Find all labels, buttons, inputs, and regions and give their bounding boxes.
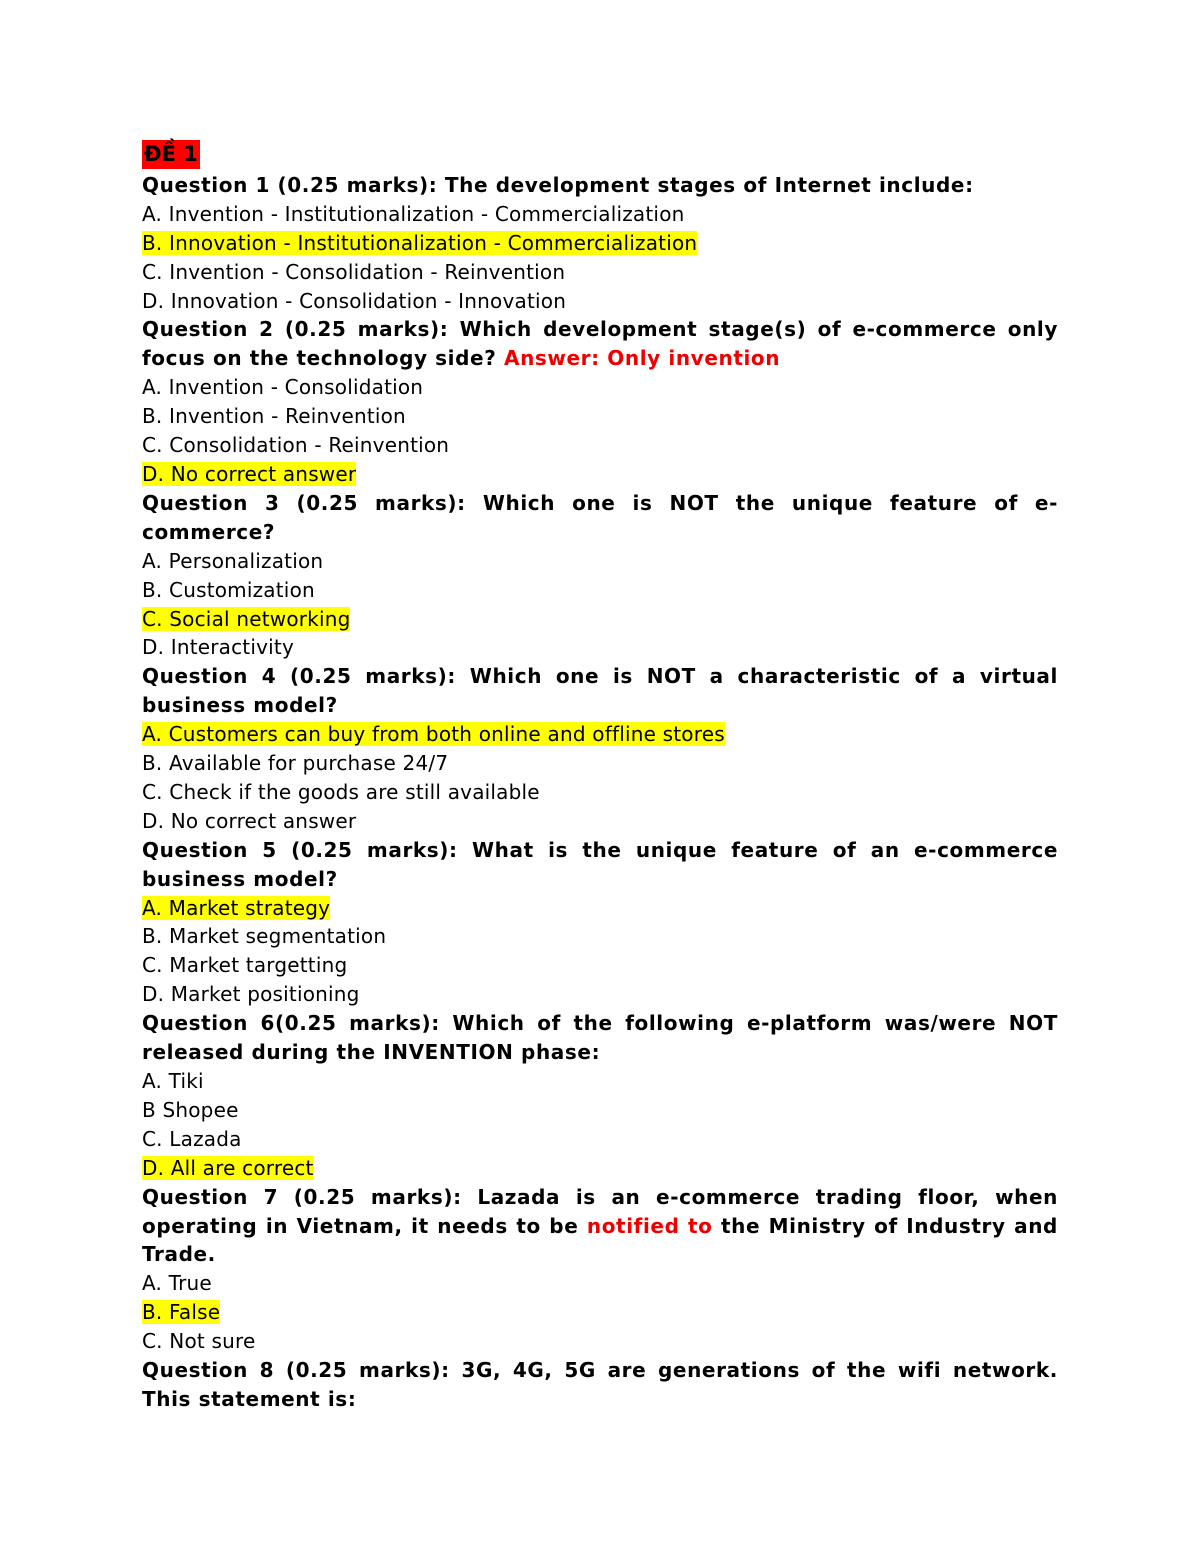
question-7-text-end: the Ministry of Industry and Trade. bbox=[142, 1213, 1058, 1267]
question-5 bbox=[142, 836, 1058, 894]
question-1-text: Question 1 (0.25 marks): The development stages of Internet include: bbox=[142, 172, 974, 197]
question-4-option-d bbox=[142, 807, 1058, 836]
option-text: B Shopee bbox=[142, 1097, 239, 1122]
question-7-option-a bbox=[142, 1269, 1058, 1298]
option-text-highlighted: A. Market strategy bbox=[142, 895, 331, 920]
option-text: B. Customization bbox=[142, 577, 315, 602]
option-text: A. Tiki bbox=[142, 1069, 204, 1093]
question-2-option-a bbox=[142, 373, 1058, 402]
question-2-option-c bbox=[142, 431, 1058, 460]
question-7-option-c bbox=[142, 1327, 1058, 1356]
option-text: D. Interactivity bbox=[142, 635, 294, 660]
option-text-highlighted: D. No correct answer bbox=[142, 461, 357, 486]
option-text-highlighted: B. Innovation - Institutionalization - Commercialization bbox=[142, 230, 698, 255]
question-2-text: Question 2 (0.25 marks): Which development stage(s) of e-commerce only focus on the technology side? bbox=[142, 317, 1058, 371]
question-3-option-b bbox=[142, 576, 1058, 605]
question-1-option-b bbox=[142, 229, 1058, 258]
question-3-option-a bbox=[142, 547, 1058, 576]
question-6-option-a bbox=[142, 1067, 1058, 1096]
question-6-option-c bbox=[142, 1125, 1058, 1154]
option-text-highlighted: D. All are correct bbox=[142, 1155, 314, 1180]
option-text: C. Check if the goods are still available bbox=[142, 779, 540, 804]
question-4 bbox=[142, 662, 1058, 720]
question-3-option-c bbox=[142, 605, 1058, 634]
option-text: A. Personalization bbox=[142, 548, 324, 573]
option-text: C. Lazada bbox=[142, 1126, 242, 1151]
question-6-option-d bbox=[142, 1154, 1058, 1183]
question-4-option-a bbox=[142, 720, 1058, 749]
question-7-option-b bbox=[142, 1298, 1058, 1327]
option-text: C. Invention - Consolidation - Reinvention bbox=[142, 259, 566, 284]
question-7-red-phrase: notified to bbox=[586, 1213, 713, 1238]
option-text-highlighted: A. Customers can buy from both online and offline stores bbox=[142, 722, 725, 747]
question-5-text: Question 5 (0.25 marks): What is the unique feature of an e-commerce business model? bbox=[142, 837, 1058, 891]
option-text: A. True bbox=[142, 1271, 212, 1296]
option-text: D. Innovation - Consolidation - Innovation bbox=[142, 288, 567, 313]
question-3-option-d bbox=[142, 633, 1058, 662]
option-text: C. Consolidation - Reinvention bbox=[142, 433, 450, 458]
question-1-option-c bbox=[142, 258, 1058, 287]
option-text: B. Market segmentation bbox=[142, 924, 387, 949]
question-2-option-b bbox=[142, 402, 1058, 431]
option-text: C. Not sure bbox=[142, 1329, 256, 1354]
question-3-text: Question 3 (0.25 marks): Which one is NOT the unique feature of e-commerce? bbox=[142, 490, 1058, 544]
question-4-option-b bbox=[142, 749, 1058, 778]
question-4-text: Question 4 (0.25 marks): Which one is NOT a characteristic of a virtual business model? bbox=[142, 664, 1058, 718]
option-text: A. Invention - Institutionalization - Commercialization bbox=[142, 201, 685, 226]
question-5-option-b bbox=[142, 922, 1058, 951]
question-6 bbox=[142, 1009, 1058, 1067]
question-4-option-c bbox=[142, 778, 1058, 807]
question-2-answer-note: Answer: Only invention bbox=[504, 346, 781, 371]
question-1-option-d bbox=[142, 287, 1058, 316]
option-text: D. No correct answer bbox=[142, 808, 357, 833]
title-line bbox=[142, 140, 1058, 171]
option-text: B. Invention - Reinvention bbox=[142, 404, 406, 429]
option-text: A. Invention - Consolidation bbox=[142, 375, 424, 400]
question-5-option-a bbox=[142, 894, 1058, 923]
question-1 bbox=[142, 171, 1058, 200]
question-2-option-d bbox=[142, 460, 1058, 489]
option-text-highlighted: B. False bbox=[142, 1300, 221, 1325]
question-2 bbox=[142, 315, 1058, 373]
question-5-option-d bbox=[142, 980, 1058, 1009]
question-1-option-a bbox=[142, 200, 1058, 229]
question-8 bbox=[142, 1356, 1058, 1414]
question-7 bbox=[142, 1183, 1058, 1270]
question-5-option-c bbox=[142, 951, 1058, 980]
question-8-text: Question 8 (0.25 marks): 3G, 4G, 5G are generations of the wifi network. This statement is: bbox=[142, 1358, 1058, 1411]
question-7-text: Question 7 (0.25 marks): Lazada is an e-commerce trading floor, when operating in Vietnam, it needs to be bbox=[142, 1184, 1058, 1238]
option-text-highlighted: C. Social networking bbox=[142, 606, 351, 631]
option-text: C. Market targetting bbox=[142, 953, 348, 978]
document-page bbox=[142, 140, 1058, 1414]
question-6-text: Question 6(0.25 marks): Which of the following e-platform was/were NOT released during the INVENTION phase: bbox=[142, 1011, 1058, 1065]
question-6-option-b bbox=[142, 1096, 1058, 1125]
option-text: D. Market positioning bbox=[142, 982, 360, 1007]
option-text: B. Available for purchase 24/7 bbox=[142, 751, 449, 776]
question-3 bbox=[142, 489, 1058, 547]
exam-title: ĐỀ 1 bbox=[142, 140, 200, 169]
